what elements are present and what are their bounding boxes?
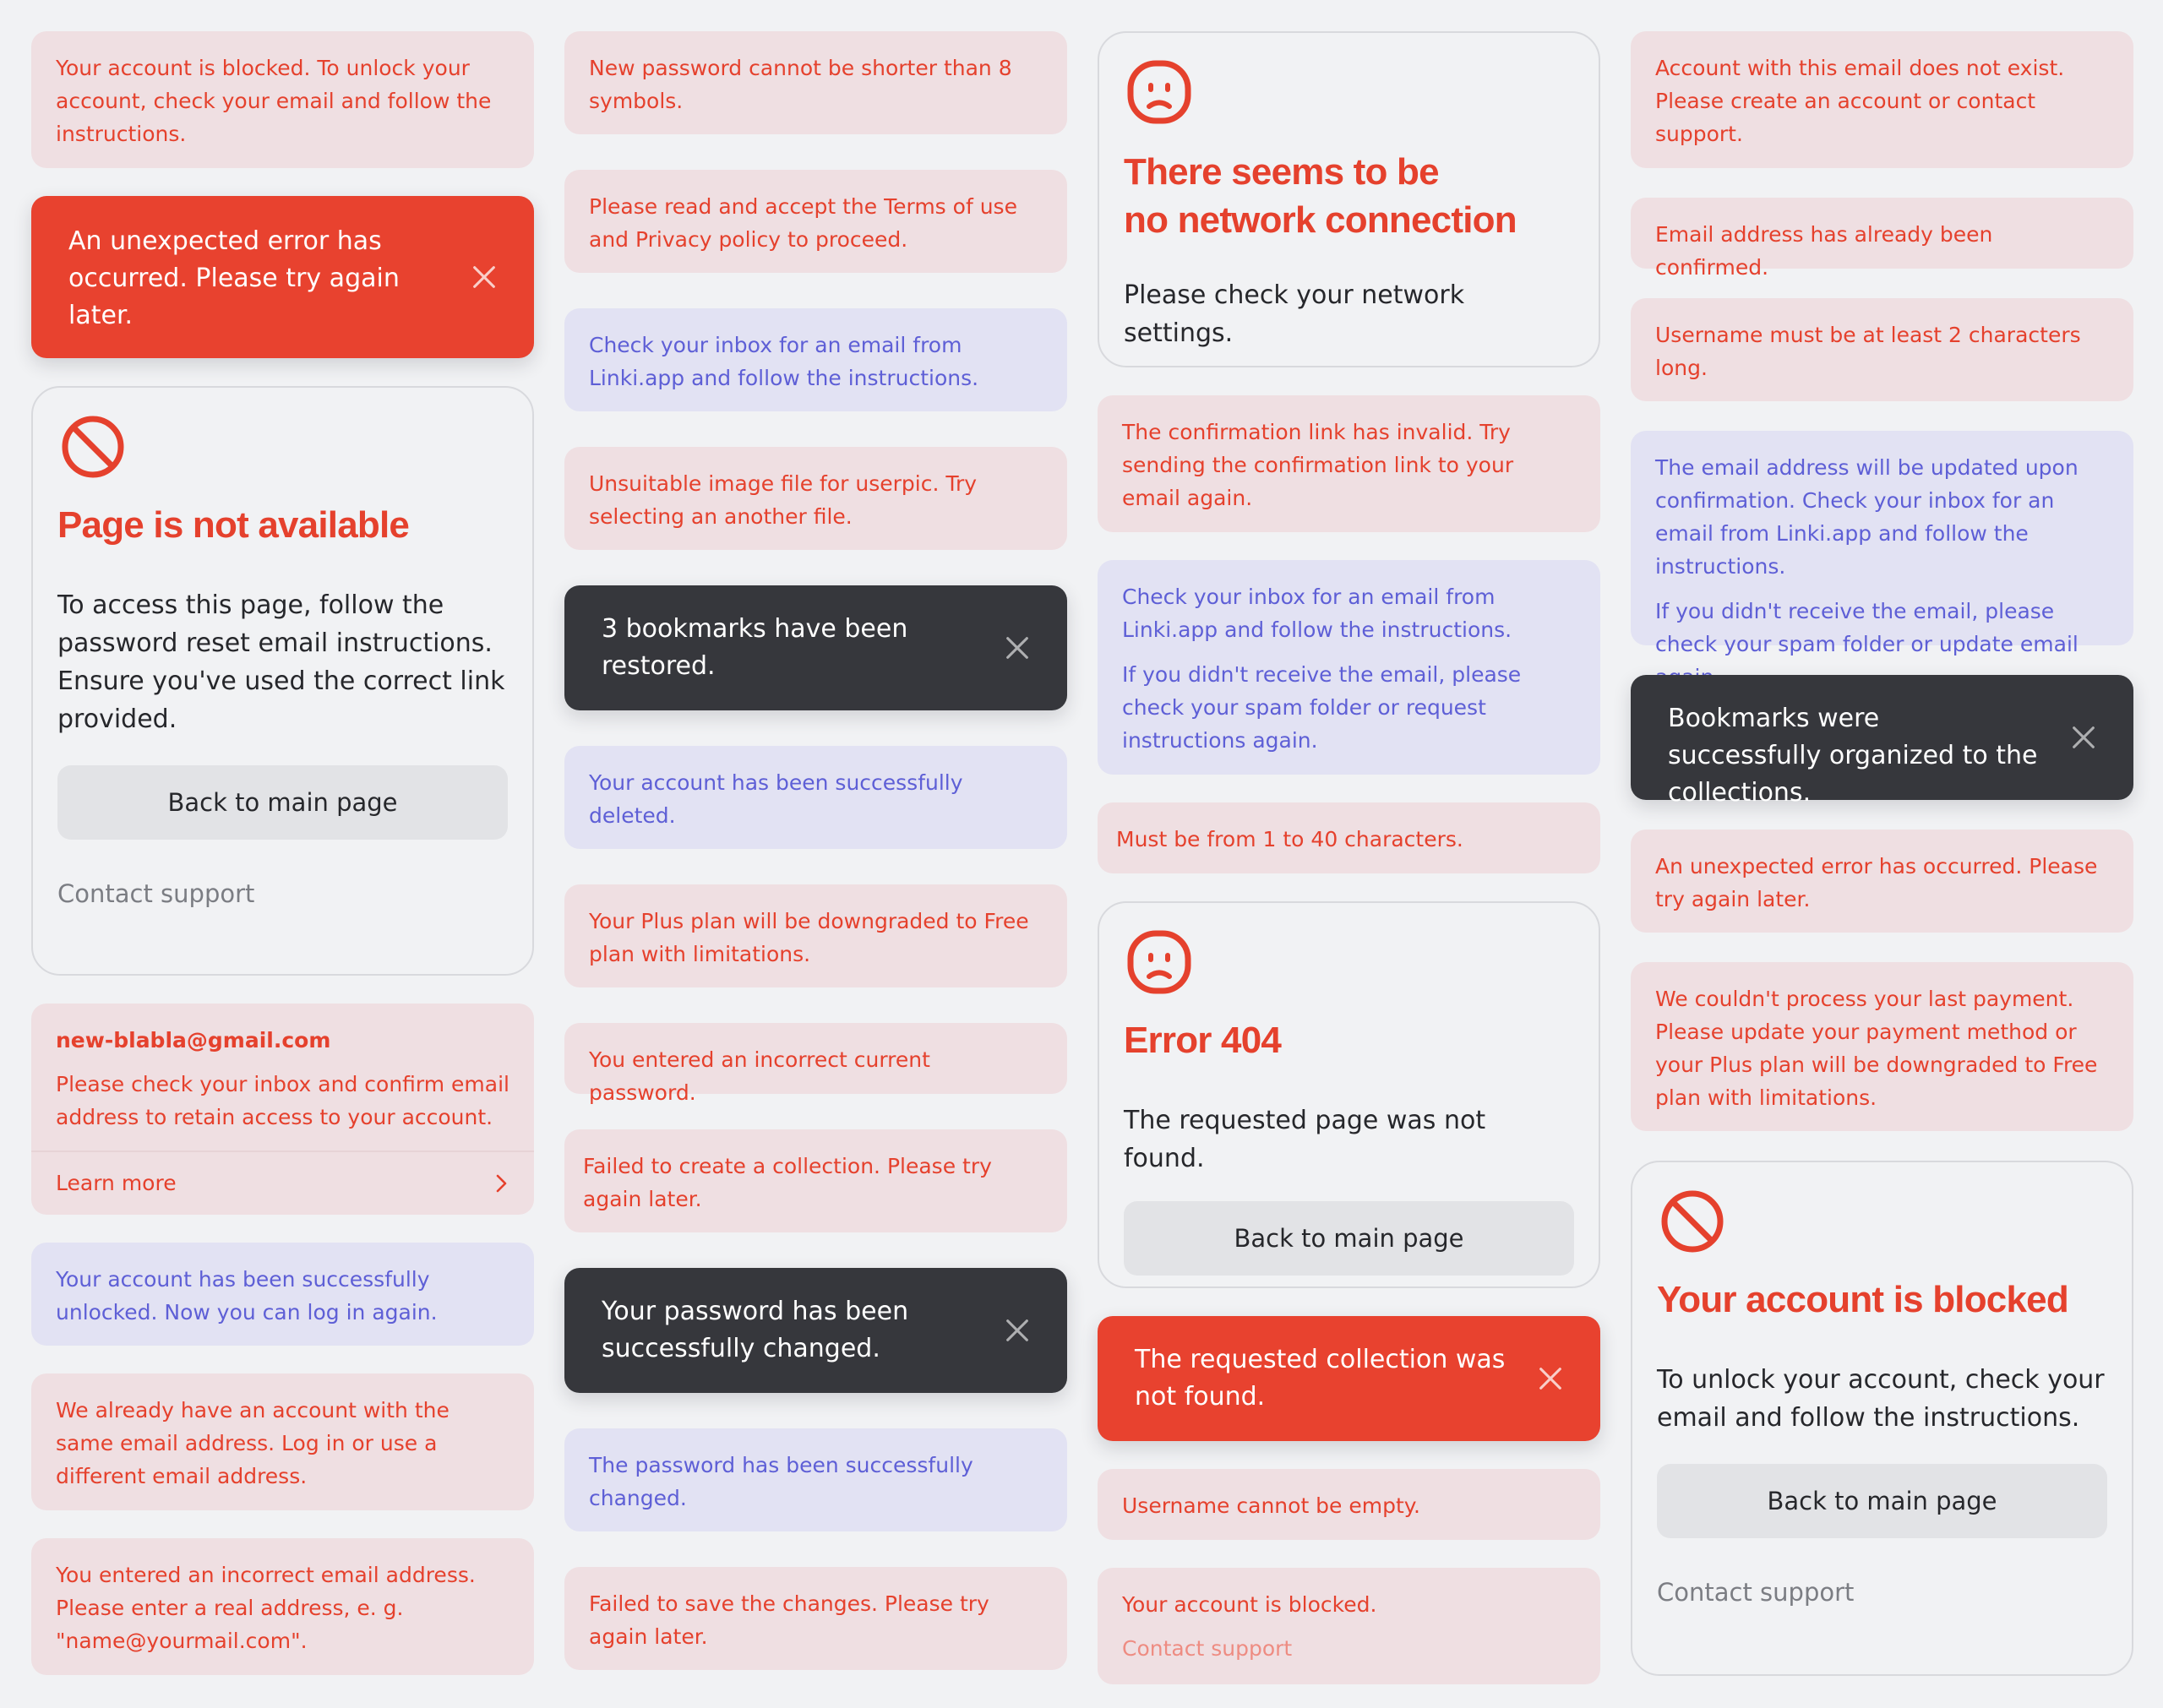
account-blocked-notice: Your account is blocked. Contact support: [1098, 1568, 1600, 1684]
check-inbox-card: [1098, 560, 1600, 775]
organized-toast: Bookmarks were successfully organized to the collections.: [1631, 675, 2133, 800]
username-length-notice: Username must be at least 2 characters long.: [1631, 298, 2133, 401]
no-network-text: Please check your network settings.: [1124, 280, 1465, 348]
sad-face-icon: [1125, 58, 1193, 126]
account-blocked-text: To unlock your account, check your email and follow the instructions.: [1657, 1365, 2105, 1433]
no-network-card: [1098, 31, 1600, 367]
column-2: [564, 31, 1067, 1670]
contact-support-link[interactable]: Contact support: [1657, 1578, 1855, 1607]
column-4: [1631, 31, 2133, 1676]
back-to-main-button[interactable]: Back to main page: [1657, 1464, 2107, 1538]
contact-support-link[interactable]: Contact support: [1122, 1636, 1293, 1661]
check-inbox-notice: Check your inbox for an email from Linki.app and follow the instructions.: [564, 308, 1067, 411]
email-update-text: The email address will be updated upon confirmation. Check your inbox for an email from Linki.app and follow the instructions.: [1655, 455, 2079, 579]
close-icon[interactable]: [2069, 723, 2098, 752]
plan-downgrade-notice: Your Plus plan will be downgraded to Free plan with limitations.: [564, 884, 1067, 987]
account-blocked-title: Your account is blocked: [1657, 1279, 2068, 1320]
back-to-main-button[interactable]: Back to main page: [1124, 1201, 1574, 1276]
error-404-text: The requested page was not found.: [1124, 1106, 1486, 1173]
email-address: new-blabla@gmail.com: [56, 1028, 331, 1053]
incorrect-email-notice: You entered an incorrect email address. Please enter a real address, e. g. "name@yourmail.com".: [31, 1538, 534, 1675]
unexpected-error-toast: An unexpected error has occurred. Please try again later.: [31, 196, 534, 358]
unexpected-error-notice: An unexpected error has occurred. Please try again later.: [1631, 830, 2133, 933]
forbidden-icon: [1659, 1188, 1726, 1255]
save-failed-notice: Failed to save the changes. Please try again later.: [564, 1567, 1067, 1670]
no-account-notice: Account with this email does not exist. Please create an account or contact support.: [1631, 31, 2133, 168]
unsuitable-image-notice: Unsuitable image file for userpic. Try selecting an another file.: [564, 447, 1067, 550]
collection-failed-notice: Failed to create a collection. Please try again later.: [564, 1129, 1067, 1232]
back-to-main-button[interactable]: Back to main page: [57, 765, 508, 840]
check-inbox-text: Check your inbox for an email from Linki.app and follow the instructions.: [1122, 585, 1512, 642]
page-unavailable-text: To access this page, follow the password reset email instructions. Ensure you've used the correct link provided.: [57, 590, 505, 734]
char-limit-notice: Must be from 1 to 40 characters.: [1098, 802, 1600, 873]
page-unavailable-card: [31, 386, 534, 976]
error-404-card: [1098, 901, 1600, 1288]
chevron-right-icon: [493, 1172, 509, 1194]
close-icon[interactable]: [1536, 1364, 1565, 1393]
column-1: [31, 31, 534, 1675]
error-404-title: Error 404: [1124, 1020, 1282, 1061]
no-network-title: There seems to be no network connection: [1124, 151, 1517, 241]
incorrect-password-notice: You entered an incorrect current password.: [564, 1023, 1067, 1094]
email-confirmed-notice: Email address has already been confirmed.: [1631, 198, 2133, 269]
spam-folder-text: If you didn't receive the email, please check your spam folder or update email: [1655, 599, 2079, 656]
bookmarks-restored-toast: 3 bookmarks have been restored.: [564, 585, 1067, 710]
account-blocked-card: [1631, 1161, 2133, 1676]
payment-failed-notice: We couldn't process your last payment. Please update your payment method or your Plus plan will be downgraded to Free plan with limitations.: [1631, 962, 2133, 1131]
collection-not-found-toast: The requested collection was not found.: [1098, 1316, 1600, 1441]
account-exists-notice: We already have an account with the same email address. Log in or use a different email address.: [31, 1373, 534, 1510]
blocked-notice: Your account is blocked. To unlock your account, check your email and follow the instructions.: [31, 31, 534, 168]
close-icon[interactable]: [1003, 634, 1032, 662]
column-3: [1098, 31, 1600, 1684]
email-update-card: [1631, 431, 2133, 656]
close-icon[interactable]: [1003, 1316, 1032, 1345]
close-icon[interactable]: [470, 263, 499, 291]
username-empty-notice: Username cannot be empty.: [1098, 1469, 1600, 1540]
accept-terms-notice: Please read and accept the Terms of use and Privacy policy to proceed.: [564, 170, 1067, 273]
password-short-notice: New password cannot be shorter than 8 symbols.: [564, 31, 1067, 134]
account-unlocked-notice: Your account has been successfully unlocked. Now you can log in again.: [31, 1243, 534, 1346]
email-confirm-text: Please check your inbox and confirm email address to retain access to your account.: [56, 1072, 509, 1129]
learn-more-link[interactable]: Learn more: [31, 1152, 534, 1216]
account-deleted-notice: Your account has been successfully deleted.: [564, 746, 1067, 849]
email-confirm-card: [31, 1004, 534, 1215]
password-changed-toast: Your password has been successfully changed.: [564, 1268, 1067, 1393]
invalid-link-notice: The confirmation link has invalid. Try sending the confirmation link to your email again.: [1098, 395, 1600, 532]
forbidden-icon: [59, 413, 127, 481]
sad-face-icon: [1125, 928, 1193, 996]
password-changed-notice: The password has been successfully changed.: [564, 1428, 1067, 1531]
page-unavailable-title: Page is not available: [57, 504, 410, 546]
contact-support-link[interactable]: Contact support: [57, 879, 255, 908]
spam-folder-text: If you didn't receive the email, please check your spam folder or request instructions again.: [1122, 662, 1522, 753]
